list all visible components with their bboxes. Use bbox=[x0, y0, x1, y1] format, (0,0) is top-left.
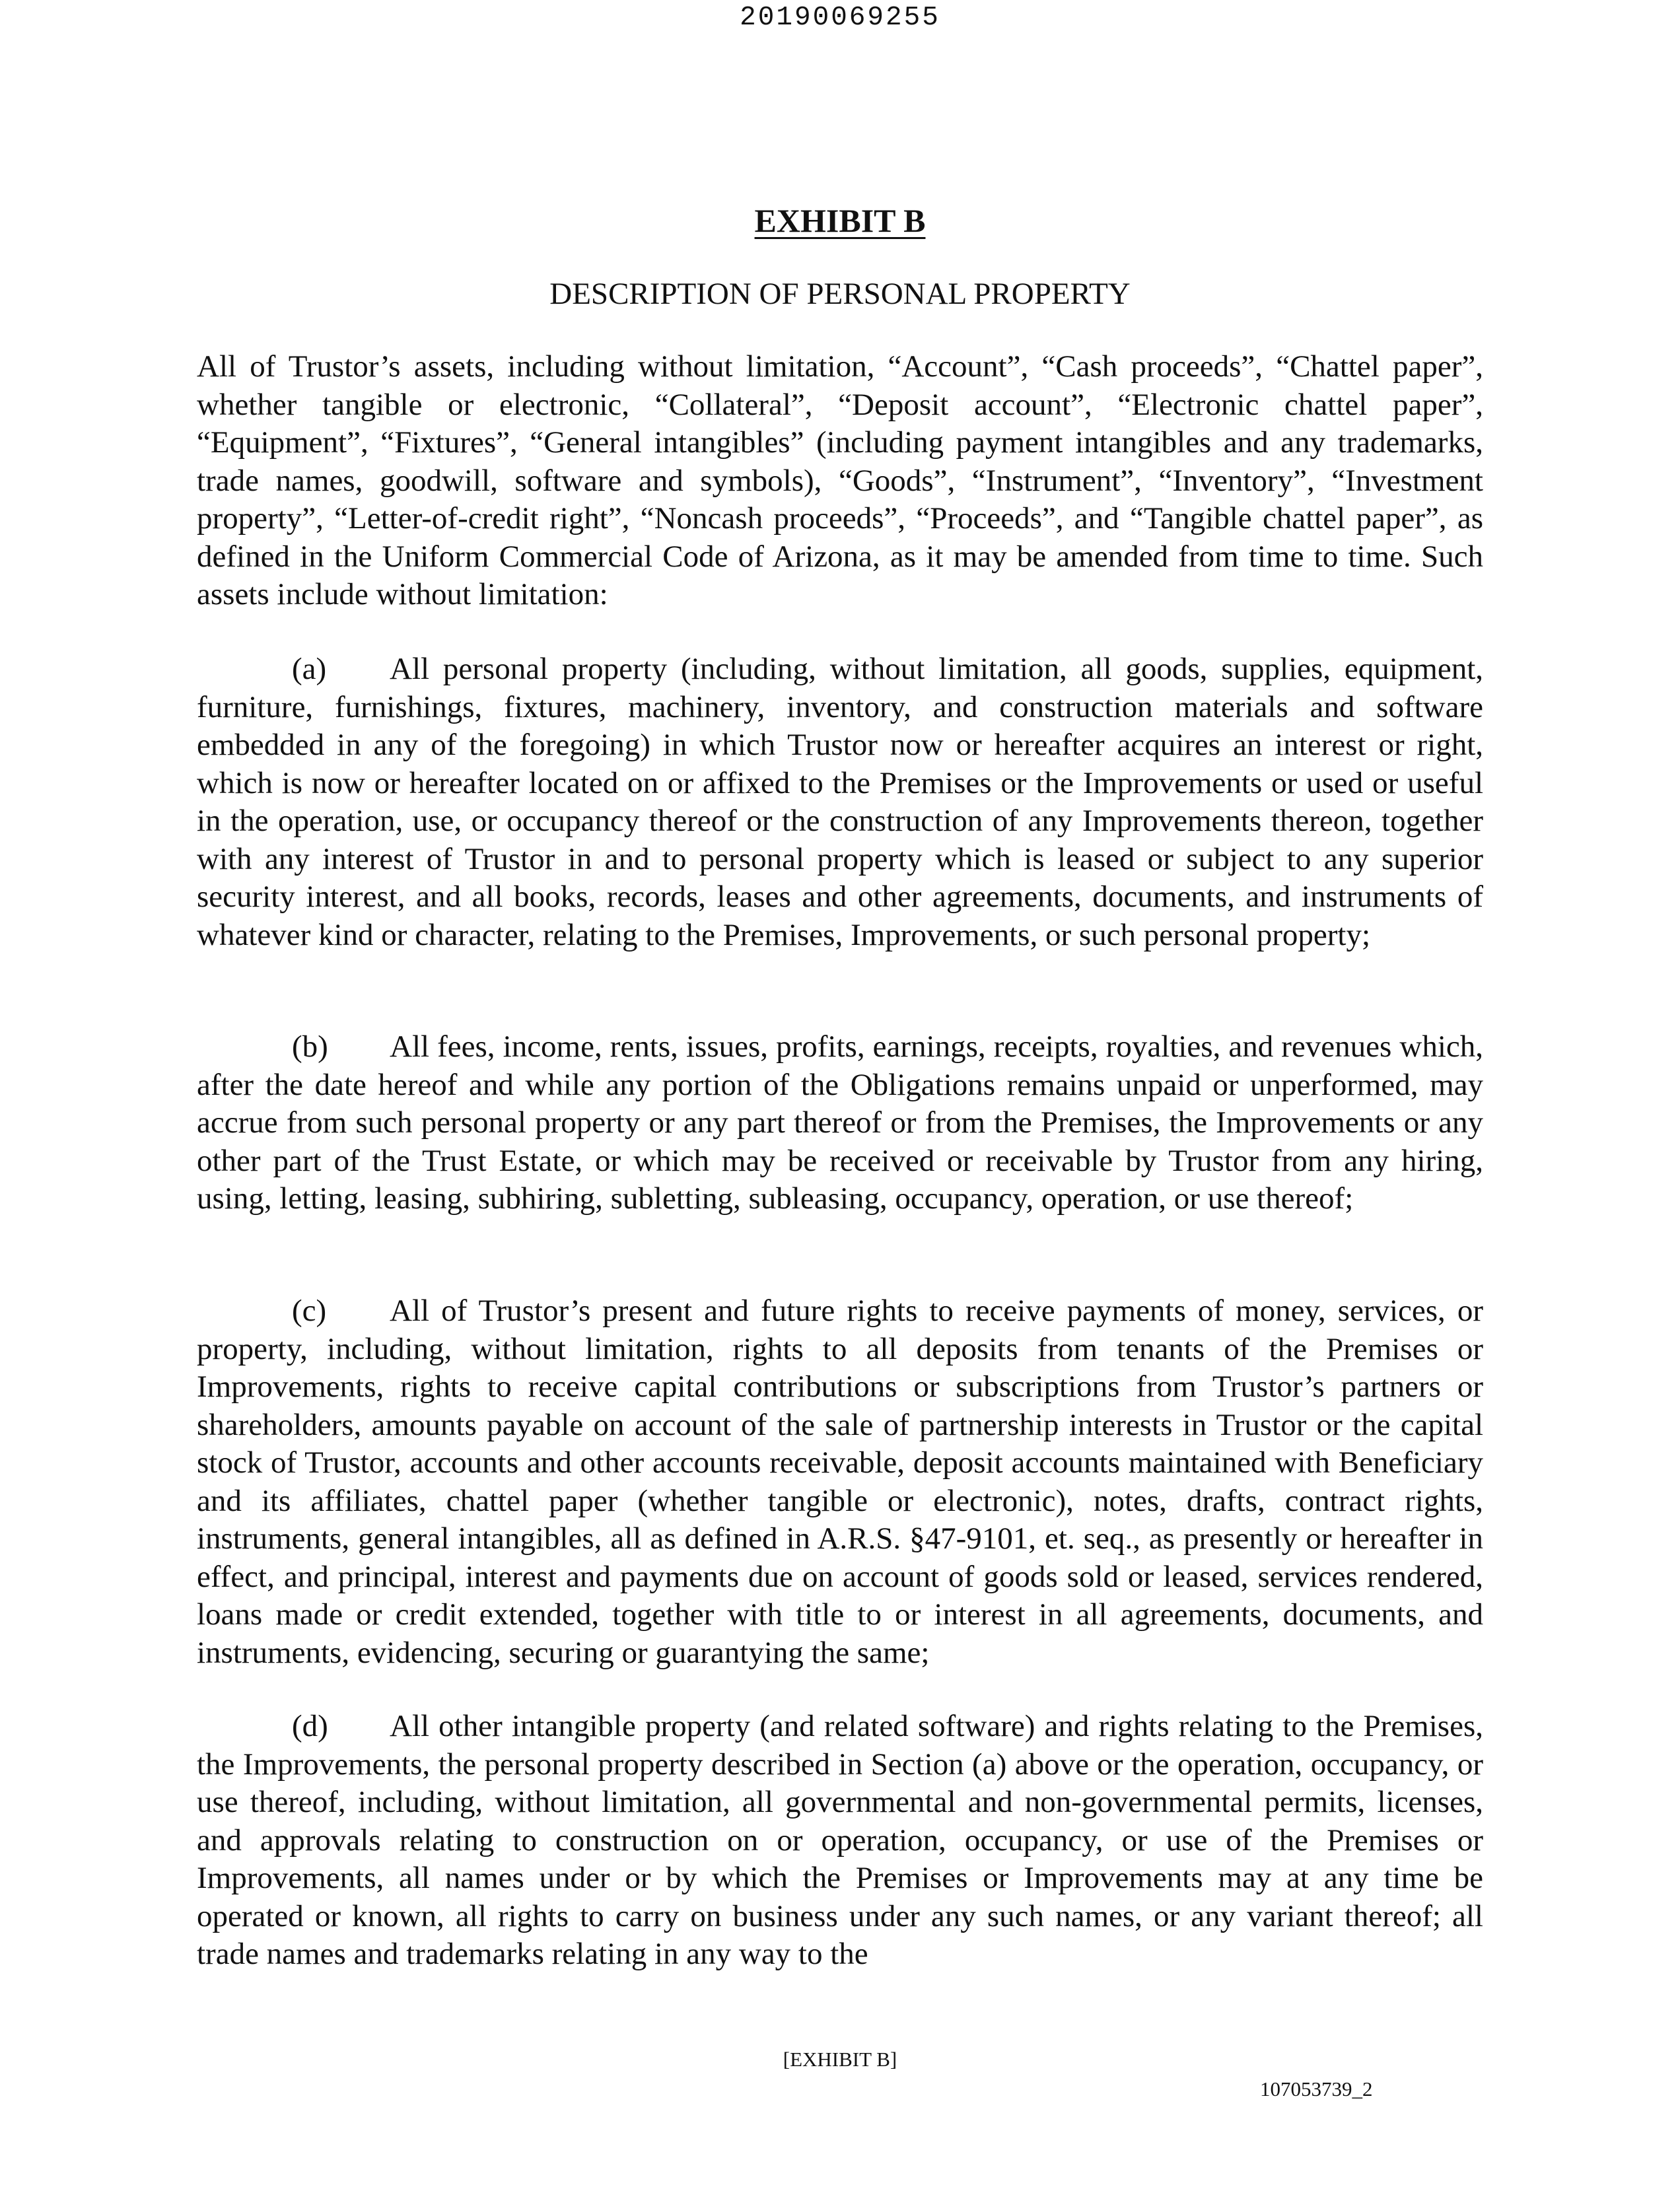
footer-document-code: 107053739_2 bbox=[1260, 2077, 1373, 2100]
item-d-label: (d) bbox=[292, 1709, 328, 1743]
item-b-label: (b) bbox=[292, 1029, 328, 1064]
item-d-paragraph bbox=[197, 1708, 1483, 1974]
item-a-label: (a) bbox=[292, 652, 327, 686]
item-d-text: All other intangible property (and related software) and rights relating to the Premises, the Improvements, the personal property described in Section (a) above or the operation, occupancy, or use thereof, including, without limitation, all governmental and non-governmental permits, licenses, and approvals relating to construction on or operation, occupancy, or use of the Premises or Improvements, all names under or by which the Premises or Improvements may at any time be operated or known, all rights to carry on business under any such names, or any variant thereof; all trade names and trademarks relating in any way to the bbox=[197, 1709, 1483, 1971]
recording-number: 20190069255 bbox=[740, 3, 940, 33]
footer-exhibit-label: [EXHIBIT B] bbox=[783, 2048, 897, 2071]
item-b-paragraph bbox=[197, 1028, 1483, 1218]
exhibit-subtitle: DESCRIPTION OF PERSONAL PROPERTY bbox=[549, 277, 1131, 311]
item-a-text: All personal property (including, without limitation, all goods, supplies, equipment, furniture, furnishings, fixtures, machinery, inventory, and construction materials and software embedded in any of the foregoing) in which Trustor now or hereafter acquires an interest or right, which is now or hereafter located on or affixed to the Premises or the Improvements or used or useful in the operation, use, or occupancy thereof or the construction of any Improvements thereon, together with any interest of Trustor in and to personal property which is leased or subject to any superior security interest, and all books, records, leases and other agreements, documents, and instruments of whatever kind or character, relating to the Premises, Improvements, or such personal property; bbox=[197, 652, 1483, 952]
exhibit-title: EXHIBIT B bbox=[754, 202, 926, 239]
item-a-paragraph bbox=[197, 650, 1483, 954]
item-c-paragraph bbox=[197, 1292, 1483, 1672]
item-b-text: All fees, income, rents, issues, profits, earnings, receipts, royalties, and revenues which, after the date hereof and while any portion of the Obligations remains unpaid or unperformed, may accrue from such personal property or any part thereof or from the Premises, the Improvements or any other part of the Trust Estate, or which may be received or receivable by Trustor from any hiring, using, letting, leasing, subhiring, subletting, subleasing, occupancy, operation, or use thereof; bbox=[197, 1029, 1483, 1216]
item-c-label: (c) bbox=[292, 1294, 327, 1328]
intro-paragraph: All of Trustor’s assets, including without limitation, “Account”, “Cash proceeds”, “Chattel paper”, whether tangible or electronic, “Collateral”, “Deposit account”, “Electronic chattel paper”, “Equipment”, “Fixtures”, “General intangibles” (including payment intangibles and any trademarks, trade names, goodwill, software and symbols), “Goods”, “Instrument”, “Inventory”, “Investment property”, “Letter-of-credit right”, “Noncash proceeds”, “Proceeds”, and “Tangible chattel paper”, as defined in the Uniform Commercial Code of Arizona, as it may be amended from time to time. Such assets include without limitation: bbox=[197, 349, 1483, 611]
item-c-text: All of Trustor’s present and future rights to receive payments of money, services, or property, including, without limitation, rights to all deposits from tenants of the Premises or Improvements, rights to receive capital contributions or subscriptions from Trustor’s partners or shareholders, amounts payable on account of the sale of partnership interests in Trustor or the capital stock of Trustor, accounts and other accounts receivable, deposit accounts maintained with Beneficiary and its affiliates, chattel paper (whether tangible or electronic), notes, drafts, contract rights, instruments, general intangibles, all as defined in A.R.S. §47-9101, et. seq., as presently or hereafter in effect, and principal, interest and payments due on account of goods sold or leased, services rendered, loans made or credit extended, together with title to or interest in all agreements, documents, and instruments, evidencing, securing or guarantying the same; bbox=[197, 1294, 1483, 1670]
